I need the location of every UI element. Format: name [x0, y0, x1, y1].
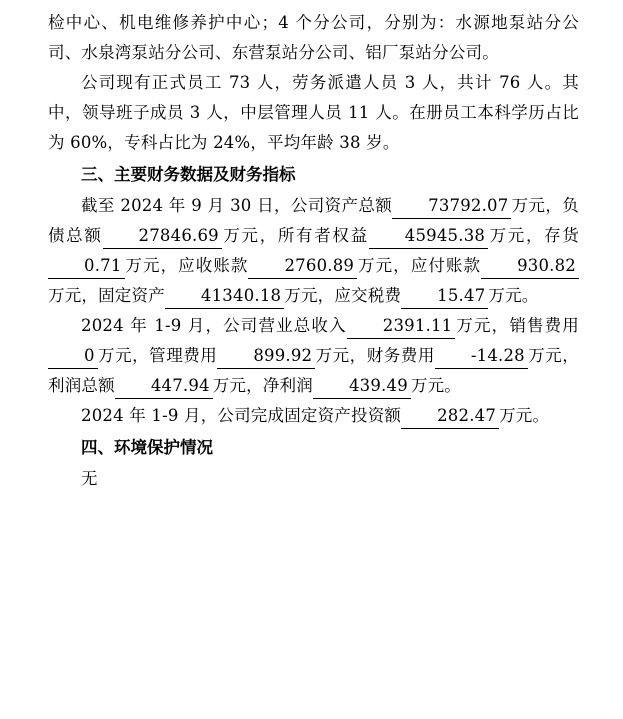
fill-in-value[interactable]: 447.94 [115, 373, 213, 399]
fill-in-value[interactable]: 930.82 [481, 253, 579, 279]
fill-in-value[interactable]: 45945.38 [369, 223, 488, 249]
text-run: 无 [81, 469, 98, 488]
text-run: 万元，固定资产 [48, 286, 165, 305]
section-heading [48, 433, 579, 463]
paragraph [48, 311, 579, 401]
paragraph [48, 191, 579, 311]
text-run: 万元，利润总额 [48, 346, 579, 395]
text-run: 万元，销售费用 [455, 316, 579, 335]
section-heading [48, 160, 579, 190]
paragraph [48, 401, 579, 431]
fill-in-value[interactable]: 282.47 [401, 403, 499, 429]
text-run: 万元，应交税费 [284, 286, 402, 305]
text-run: 2024 年 1-9 月，公司营业总收入 [81, 316, 347, 335]
page-blank-area [0, 494, 623, 674]
fill-in-value[interactable]: 439.49 [313, 373, 411, 399]
text-run: 万元，应付账款 [357, 256, 482, 275]
fill-in-value[interactable]: 2760.89 [248, 253, 357, 279]
text-run: 万元，财务费用 [315, 346, 435, 365]
text-run: 万元。 [488, 286, 539, 305]
fill-in-value[interactable]: 41340.18 [165, 283, 284, 309]
text-run: 截至 2024 年 9 月 30 日，公司资产总额 [81, 196, 393, 215]
paragraph [48, 68, 579, 158]
fill-in-value[interactable]: 2391.11 [347, 313, 456, 339]
text-run: 四、环境保护情况 [81, 438, 213, 457]
text-run: 检中心、机电维修养护中心；4 个分公司，分别为：水源地泵站分公司、水泉湾泵站分公司、东营泵站分公司、铝厂泵站分公司。 [48, 13, 579, 62]
text-run: 万元。 [410, 376, 461, 395]
text-run: 万元，净利润 [212, 376, 313, 395]
fill-in-value[interactable]: 0 [48, 343, 98, 369]
text-run: 2024 年 1-9 月，公司完成固定资产投资额 [81, 406, 402, 425]
text-run: 万元，应收账款 [124, 256, 249, 275]
paragraph [48, 464, 579, 494]
text-run: 万元。 [499, 406, 550, 425]
fill-in-value[interactable]: 73792.07 [392, 193, 511, 219]
text-run: 万元，存货 [488, 226, 579, 245]
text-run: 三、主要财务数据及财务指标 [81, 165, 296, 184]
text-run: 万元，所有者权益 [221, 226, 369, 245]
paragraph [48, 8, 579, 68]
fill-in-value[interactable]: 15.47 [401, 283, 488, 309]
fill-in-value[interactable]: 899.92 [217, 343, 315, 369]
fill-in-value[interactable]: 27846.69 [103, 223, 222, 249]
text-run: 万元，管理费用 [97, 346, 218, 365]
text-run: 公司现有正式员工 73 人，劳务派遣人员 3 人，共计 76 人。其中，领导班子成员 3 人，中层管理人员 11 人。在册员工本科学历占比为 60%，专科占比为 24%，平均年龄 38 岁。 [48, 73, 579, 152]
text-run: 万元，负债总额 [48, 196, 579, 245]
fill-in-value[interactable]: 0.71 [48, 253, 125, 279]
fill-in-value[interactable]: -14.28 [435, 343, 528, 369]
